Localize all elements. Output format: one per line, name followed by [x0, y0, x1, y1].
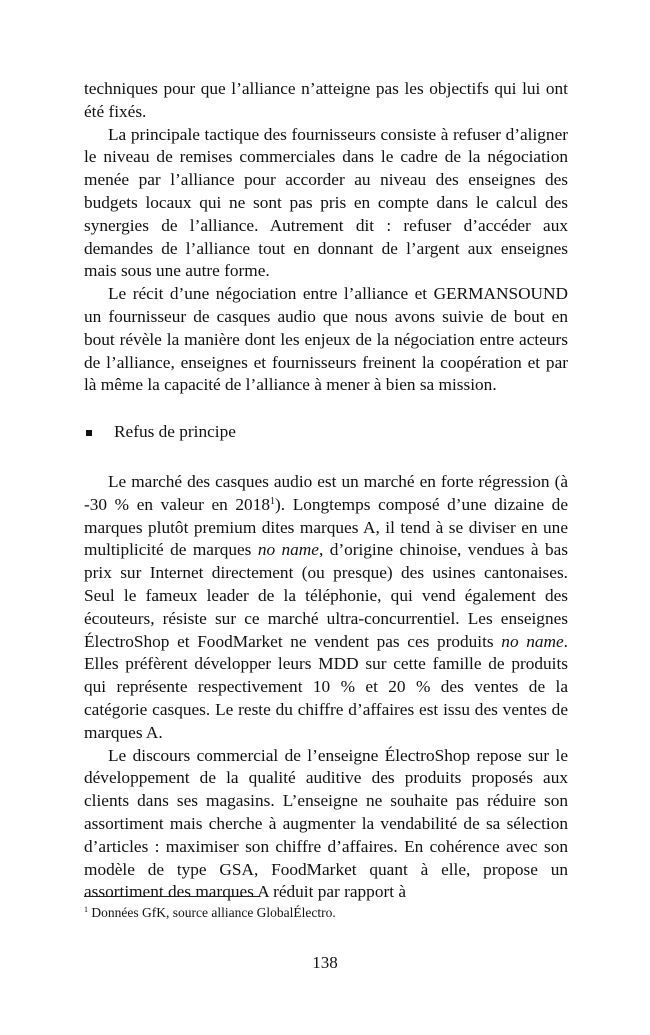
italic-term-no-name: no name: [257, 540, 319, 560]
paragraph-marche-part-b: ). Longtemps composé d’une dizaine de marques plutôt premium dites marques A, il tend à se diviser en une multiplicité de marques: [84, 494, 568, 560]
footnote-text: Données GfK, source alliance GlobalÉlectro.: [88, 905, 336, 920]
paragraph-recit: Le récit d’une négociation entre l’alliance et GERMANSOUND un fournisseur de casques audio que nous avons suivie de bout en bout révèle la manière dont les enjeux de la négociation entre acteurs de l’alliance, enseignes et fournisseurs freinent la coopération et par là même la capacité de l’alliance à mener à bien sa mission.: [84, 284, 568, 395]
paragraph-continuation: techniques pour que l’alliance n’atteigne pas les objectifs qui lui ont été fixés.: [84, 79, 568, 121]
footnote: [84, 904, 568, 922]
section-heading-text: Refus de principe: [114, 422, 236, 442]
footnote-reference[interactable]: 1: [269, 495, 275, 507]
paragraph-marche-part-d: . Elles préfèrent développer leurs MDD sur cette famille de produits qui représente respectivement 10 % et 20 % des ventes de la catégorie casques. Le reste du chiffre d’affaires est issu des ventes de marques A.: [84, 631, 568, 742]
paragraph-marche: [84, 471, 568, 745]
paragraph-marche-part-a: Le marché des casques audio est un marché en forte régression (à -30 % en valeur en 2018: [84, 471, 568, 514]
paragraph-discours: Le discours commercial de l’enseigne ÉlectroShop repose sur le développement de la qualité auditive des produits proposés aux clients dans ses magasins. L’enseigne ne souhaite pas réduire son assortiment mais cherche à augmenter la vendabilité de sa sélection d’articles : maximiser son chiffre d’affaires. En cohérence avec son modèle de type GSA, FoodMarket quant à elle, propose un assortiment des marques A réduit par rapport à: [84, 745, 568, 902]
body-text: [84, 78, 568, 904]
paragraph-marche-part-c: , d’origine chinoise, vendues à bas prix sur Internet directement (ou presque) des usines cantonaises. Seul le fameux leader de la téléphonie, qui vend également des écouteurs, résiste sur ce marché ultra-concurrentiel. Les enseignes ÉlectroShop et FoodMarket ne vendent pas ces produits: [84, 540, 568, 651]
paragraph-tactique: La principale tactique des fournisseurs consiste à refuser d’aligner le niveau de remises commerciales dans le cadre de la négociation menée par l’alliance pour accorder au niveau des enseignes des budgets locaux qui ne sont pas pris en compte dans le calcul des synergies de l’alliance. Autrement dit : refuser d’accéder aux demandes de l’alliance tout en donnant de l’argent aux enseignes mais sous une autre forme.: [84, 124, 568, 281]
page-number: 138: [312, 953, 338, 972]
italic-term-no-name: no name: [501, 631, 564, 651]
footnote-marker: 1: [84, 905, 88, 914]
footnote-separator: [84, 896, 260, 897]
section-heading: [84, 421, 568, 444]
square-bullet-icon: [86, 430, 92, 436]
